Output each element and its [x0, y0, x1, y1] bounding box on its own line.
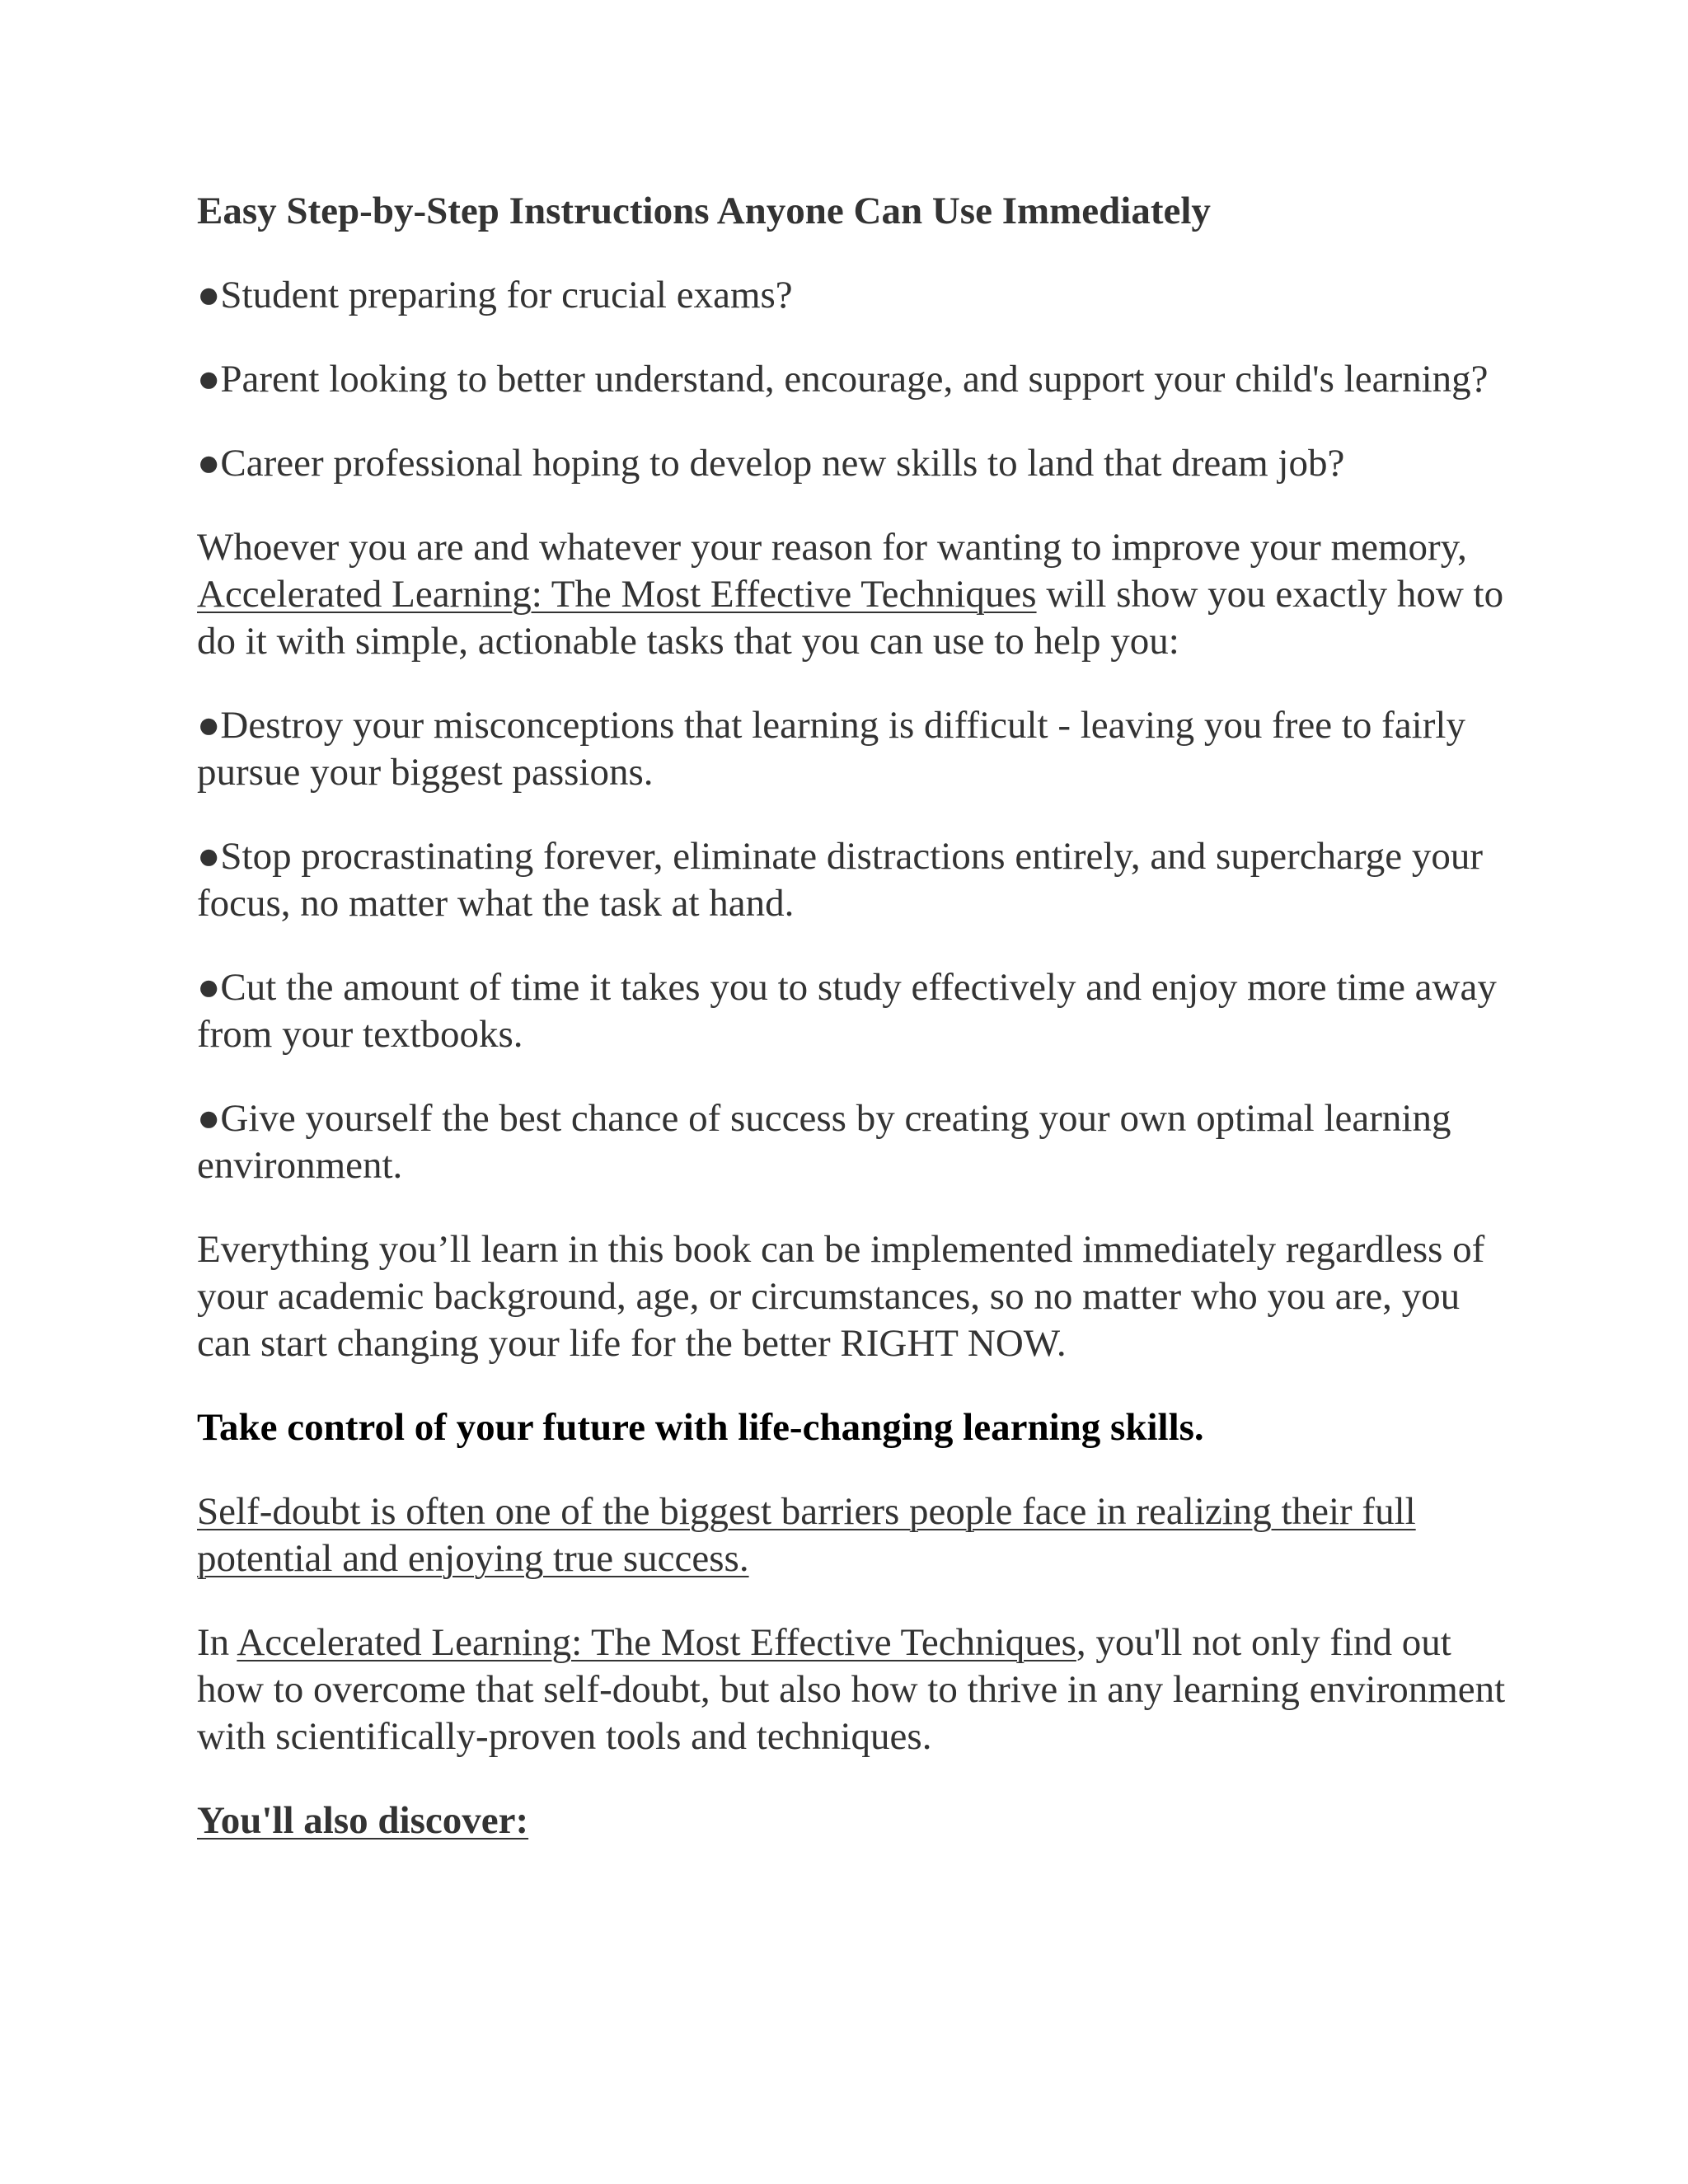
book-title-link[interactable]: Accelerated Learning: The Most Effective Techniques — [197, 573, 1037, 616]
audience-item-career: ●Career professional hoping to develop new skills to land that dream job? — [197, 442, 1345, 485]
everything-paragraph: Everything you’ll learn in this book can be implemented immediately regardless of your academic background, age, or circumstances, so no matter who you are, you can start changing your life for the better RIGHT NOW. — [197, 1228, 1485, 1365]
audience-item-student: ●Student preparing for crucial exams? — [197, 274, 793, 316]
intro-text-after: will show you exactly how to do it with simple, actionable tasks that you can use to help you: — [197, 573, 1504, 663]
self-doubt-paragraph: Self-doubt is often one of the biggest barriers people face in realizing their full potential and enjoying true success. — [197, 1490, 1416, 1580]
benefit-item-environment: ●Give yourself the best chance of success by creating your own optimal learning environment. — [197, 1097, 1451, 1187]
intro-paragraph — [197, 524, 1516, 665]
intro-text-before: Whoever you are and whatever your reason for wanting to improve your memory, — [197, 526, 1467, 569]
benefit-item-study-time: ●Cut the amount of time it takes you to study effectively and enjoy more time away from your textbooks. — [197, 966, 1497, 1056]
section-heading: Easy Step-by-Step Instructions Anyone Can Use Immediately — [197, 190, 1211, 232]
discover-heading: You'll also discover: — [197, 1799, 529, 1842]
audience-item-parent: ●Parent looking to better understand, encourage, and support your child's learning? — [197, 358, 1489, 401]
book-title-link-2[interactable]: Accelerated Learning: The Most Effective Techniques — [237, 1621, 1076, 1664]
benefit-item-procrastination: ●Stop procrastinating forever, eliminate distractions entirely, and supercharge your focus, no matter what the task at hand. — [197, 835, 1484, 925]
document-body — [197, 188, 1516, 1882]
in-text-before: In — [197, 1621, 237, 1664]
take-control-heading: Take control of your future with life-changing learning skills. — [197, 1406, 1204, 1449]
in-book-paragraph — [197, 1619, 1516, 1760]
benefit-item-misconceptions: ●Destroy your misconceptions that learning is difficult - leaving you free to fairly pursue your biggest passions. — [197, 704, 1465, 794]
in-text-after: , you'll not only find out how to overcome that self-doubt, but also how to thrive in any learning environment with scientifically-proven tools and techniques. — [197, 1621, 1506, 1758]
